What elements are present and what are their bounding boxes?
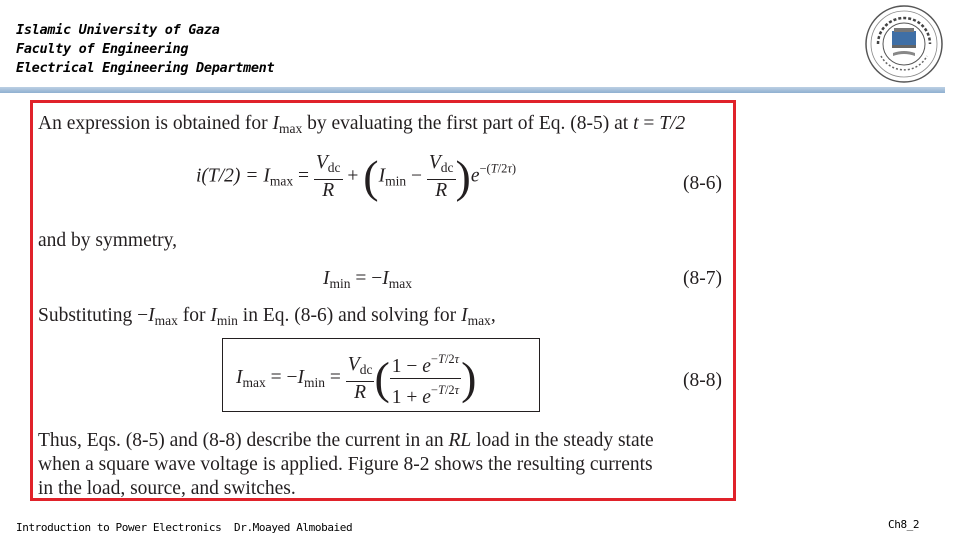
footer-course: Introduction to Power Electronics bbox=[16, 521, 222, 534]
paragraph-4-line-2: when a square wave voltage is applied. Figure 8-2 shows the resulting currents bbox=[38, 454, 653, 475]
footer-author: Dr.Moayed Almobaied bbox=[234, 521, 353, 534]
paragraph-1: An expression is obtained for $I_{max}$ by evaluating the first part of Eq. (8-5) at t = T/2 bbox=[38, 113, 686, 136]
equation-number-8-8: (8-8) bbox=[683, 370, 722, 391]
paragraph-3: Substituting $-I_{max}$ for $I_{min}$ in Eq. (8-6) and solving for $I_{max}$, bbox=[38, 305, 496, 328]
paragraph-4-line-1: Thus, Eqs. (8-5) and (8-8) describe the current in an RL load in the steady state bbox=[38, 430, 654, 451]
equation-8-8: $I_{max} = -I_{min}$ = $\frac{V_{dc}}{R}$ ( $\frac{1 - e^{-T/2\tau}}{1 + e^{-T/2\tau}}$ ) bbox=[236, 348, 476, 409]
paragraph-4-line-3: in the load, source, and switches. bbox=[38, 478, 296, 499]
equation-number-8-6: (8-6) bbox=[683, 173, 722, 194]
equation-8-7: $I_{min} = -I_{max}$ bbox=[323, 268, 413, 291]
university-seal-icon bbox=[864, 4, 944, 84]
paragraph-2: and by symmetry, bbox=[38, 230, 178, 251]
header-department: Electrical Engineering Department bbox=[16, 60, 275, 76]
equation-8-6: $i(T/2) = I_{max}$ = $\frac{V_{dc}}{R}$ + ($I_{min}$ − $\frac{V_{dc}}{R}$ )$e^{-(T/2\tau)}$ bbox=[196, 151, 517, 202]
header-faculty: Faculty of Engineering bbox=[16, 41, 189, 57]
equation-number-8-7: (8-7) bbox=[683, 268, 722, 289]
footer-page-number: Ch8_2 bbox=[888, 518, 920, 531]
header-rule bbox=[0, 87, 945, 93]
header-university: Islamic University of Gaza bbox=[16, 22, 220, 38]
